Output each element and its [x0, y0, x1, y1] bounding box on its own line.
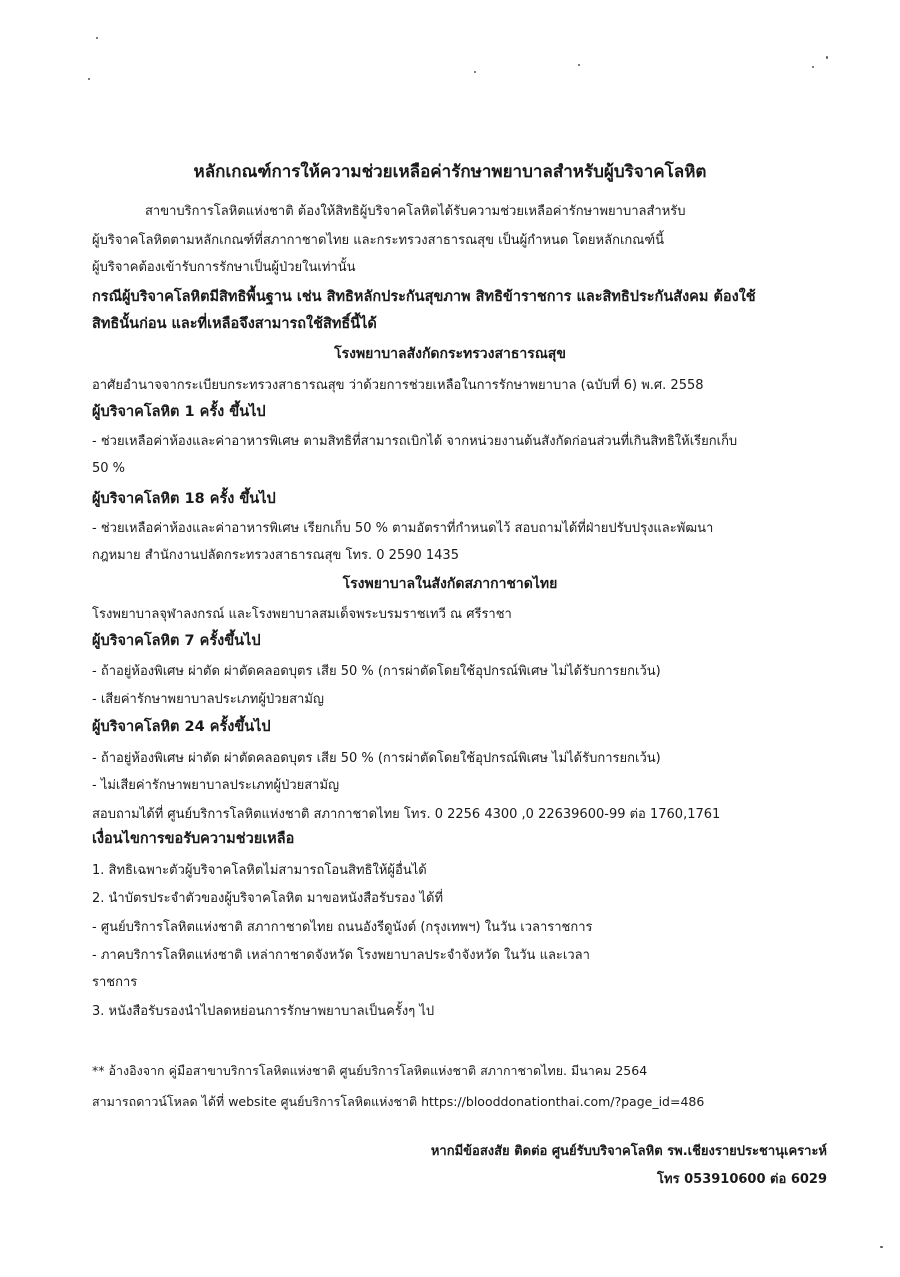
footer-contact: หากมีข้อสงสัย ติดต่อ ศูนย์รับบริจาคโลหิต รพ.เชียงรายประชานุเคราะห์ — [430, 1144, 827, 1159]
moph-tier1-line: 50 % — [92, 461, 126, 476]
condition-line: - ศูนย์บริการโลหิตแห่งชาติ สภากาชาดไทย ถนนอังรีดูนังต์ (กรุงเทพฯ) ในวัน เวลาราชการ — [92, 920, 593, 935]
intro-line: ผู้บริจาคโลหิตตามหลักเกณฑ์ที่สภากาชาดไทย และกระทรวงสาธารณสุข เป็นผู้กำหนด โดยหลักเกณฑ์นี้ — [92, 233, 665, 248]
redcross-tier1-heading: ผู้บริจาคโลหิต 7 ครั้งขึ้นไป — [92, 633, 261, 649]
scan-speck — [474, 71, 476, 73]
redcross-tier2-heading: ผู้บริจาคโลหิต 24 ครั้งขึ้นไป — [92, 719, 271, 735]
condition-line: ราชการ — [92, 975, 138, 990]
intro-line: ผู้บริจาคต้องเข้ารับการรักษาเป็นผู้ป่วยในเท่านั้น — [92, 260, 356, 275]
scan-speck — [880, 1246, 883, 1248]
redcross-heading: โรงพยาบาลในสังกัดสภากาชาดไทย — [342, 576, 558, 592]
moph-heading: โรงพยาบาลสังกัดกระทรวงสาธารณสุข — [334, 346, 566, 362]
basic-rights-note: สิทธินั้นก่อน และที่เหลือจึงสามารถใช้สิทธิ์นี้ได้ — [92, 316, 377, 332]
scan-speck — [812, 66, 814, 68]
intro-line: สาขาบริการโลหิตแห่งชาติ ต้องให้สิทธิผู้บริจาคโลหิตได้รับความช่วยเหลือค่ารักษาพยาบาลสำหรับ — [145, 204, 686, 219]
footer-phone: โทร 053910600 ต่อ 6029 — [657, 1172, 827, 1187]
scan-speck — [88, 78, 90, 80]
redcross-tier2-line: - ไม่เสียค่ารักษาพยาบาลประเภทผู้ป่วยสามัญ — [92, 778, 340, 793]
moph-tier2-line: กฎหมาย สำนักงานปลัดกระทรวงสาธารณสุข โทร. 0 2590 1435 — [92, 548, 459, 563]
redcross-tier1-line: - เสียค่ารักษาพยาบาลประเภทผู้ป่วยสามัญ — [92, 692, 325, 707]
condition-line: 1. สิทธิเฉพาะตัวผู้บริจาคโลหิตไม่สามารถโอนสิทธิให้ผู้อื่นได้ — [92, 863, 427, 878]
conditions-heading: เงื่อนไขการขอรับความช่วยเหลือ — [92, 831, 295, 847]
condition-line: 2. นำบัตรประจำตัวของผู้บริจาคโลหิต มาขอหนังสือรับรอง ได้ที่ — [92, 891, 444, 906]
basic-rights-note: กรณีผู้บริจาคโลหิตมีสิทธิพื้นฐาน เช่น สิทธิหลักประกันสุขภาพ สิทธิข้าราชการ และสิทธิประกันสังคม ต้องใช้ — [92, 289, 756, 305]
moph-tier1-line: - ช่วยเหลือค่าห้องและค่าอาหารพิเศษ ตามสิทธิที่สามารถเบิกได้ จากหน่วยงานต้นสังกัดก่อนส่วนที่เกินสิทธิให้เรียกเก็บ — [92, 434, 738, 449]
scan-speck — [578, 64, 580, 66]
document-title: หลักเกณฑ์การให้ความช่วยเหลือค่ารักษาพยาบาลสำหรับผู้บริจาคโลหิต — [193, 162, 707, 182]
redcross-tier2-line: - ถ้าอยู่ห้องพิเศษ ผ่าตัด ผ่าตัดคลอดบุตร เสีย 50 % (การผ่าตัดโดยใช้อุปกรณ์พิเศษ ไม่ได้รับการยกเว้น) — [92, 751, 661, 766]
moph-tier2-heading: ผู้บริจาคโลหิต 18 ครั้ง ขึ้นไป — [92, 491, 276, 507]
redcross-tier1-line: - ถ้าอยู่ห้องพิเศษ ผ่าตัด ผ่าตัดคลอดบุตร เสีย 50 % (การผ่าตัดโดยใช้อุปกรณ์พิเศษ ไม่ได้รับการยกเว้น) — [92, 664, 661, 679]
reference-line: ** อ้างอิงจาก คู่มือสาขาบริการโลหิตแห่งชาติ ศูนย์บริการโลหิตแห่งชาติ สภากาชาดไทย. มีนาคม 2564 — [92, 1063, 648, 1078]
scan-speck — [826, 56, 828, 59]
moph-authority: อาศัยอำนาจจากระเบียบกระทรวงสาธารณสุข ว่าด้วยการช่วยเหลือในการรักษาพยาบาล (ฉบับที่ 6) พ.ศ. 2558 — [92, 378, 704, 393]
moph-tier1-heading: ผู้บริจาคโลหิต 1 ครั้ง ขึ้นไป — [92, 404, 266, 420]
condition-line: - ภาคบริการโลหิตแห่งชาติ เหล่ากาชาดจังหวัด โรงพยาบาลประจำจังหวัด ในวัน และเวลา — [92, 948, 590, 963]
moph-tier2-line: - ช่วยเหลือค่าห้องและค่าอาหารพิเศษ เรียกเก็บ 50 % ตามอัตราที่กำหนดไว้ สอบถามได้ที่ฝ่ายปรับปรุงและพัฒนา — [92, 521, 714, 536]
redcross-contact: สอบถามได้ที่ ศูนย์บริการโลหิตแห่งชาติ สภากาชาดไทย โทร. 0 2256 4300 ,0 22639600-99 ต่อ 1760,1761 — [92, 807, 721, 822]
redcross-hospitals: โรงพยาบาลจุฬาลงกรณ์ และโรงพยาบาลสมเด็จพระบรมราชเทวี ณ ศรีราชา — [92, 607, 512, 622]
reference-url-line: สามารถดาวน์โหลด ได้ที่ website ศูนย์บริการโลหิตแห่งชาติ https://blooddonationthai.com/?page_id=486 — [92, 1094, 705, 1109]
scan-speck — [96, 37, 98, 39]
condition-line: 3. หนังสือรับรองนำไปลดหย่อนการรักษาพยาบาลเป็นครั้งๆ ไป — [92, 1004, 435, 1019]
